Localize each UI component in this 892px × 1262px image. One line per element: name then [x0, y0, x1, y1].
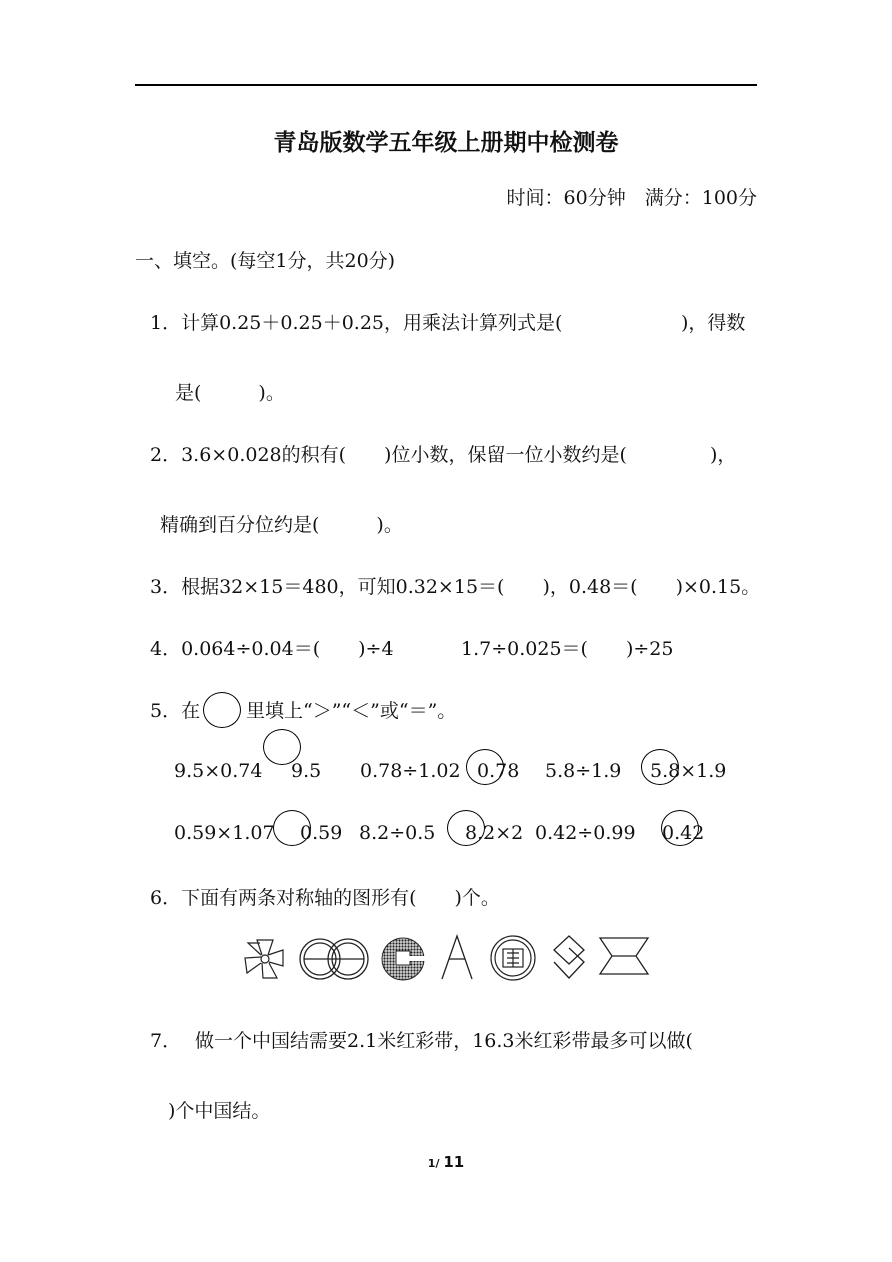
q5-r1-expr6: 5.8×1.9 — [650, 760, 727, 782]
q5-suffix: 里填上“＞”“＜”或“＝”。 — [246, 700, 457, 722]
q5-r2-expr6: 0.42 — [662, 822, 705, 844]
page-separator: / — [435, 1157, 444, 1170]
bank-logo-icon — [380, 936, 426, 982]
double-diamond-icon — [550, 934, 588, 982]
exam-meta: 时间：60分钟 满分：100分 — [506, 187, 757, 209]
q1-line2: 是( )。 — [175, 382, 285, 404]
bowtie-trapezoid-icon — [598, 936, 650, 976]
page-title: 青岛版数学五年级上册期中检测卷 — [273, 130, 619, 156]
q5-example-circle — [203, 692, 241, 728]
letter-a-icon — [440, 934, 474, 980]
q5-r2-expr1: 0.59×1.07 — [174, 822, 275, 844]
q2-line1-a: 2．3.6×0.028的积有( )位小数，保留一位小数约是( — [150, 444, 627, 466]
q5-r2-expr4: 8.2×2 — [465, 822, 524, 844]
q5-r1-expr4: 0.78 — [477, 760, 520, 782]
q5-r1-expr5: 5.8÷1.9 — [545, 760, 622, 782]
q5-r2-expr5: 0.42÷0.99 — [535, 822, 636, 844]
double-circle-icon — [298, 936, 370, 982]
q5-r1-expr2: 9.5 — [291, 760, 322, 782]
q3-text: 3．根据32×15＝480，可知0.32×15＝( )，0.48＝( )×0.15。 — [150, 576, 761, 598]
q1-line1-a: 1．计算0.25＋0.25＋0.25，用乘法计算列式是( — [150, 312, 563, 334]
q5-r1-expr1: 9.5×0.74 — [174, 760, 263, 782]
section-heading: 一、填空。(每空1分，共20分) — [135, 250, 396, 272]
q6-text: 6．下面有两条对称轴的图形有( )个。 — [150, 887, 500, 909]
page-total: 11 — [443, 1153, 465, 1171]
q5-r1-expr3: 0.78÷1.02 — [360, 760, 461, 782]
q5-r2-expr3: 8.2÷0.5 — [359, 822, 436, 844]
q7-line2: )个中国结。 — [168, 1100, 271, 1122]
q7-number: 7． — [150, 1030, 182, 1052]
q4-right: 1.7÷0.025＝( )÷25 — [461, 638, 674, 660]
q2-line2: 精确到百分位约是( )。 — [160, 514, 403, 536]
q7-line1: 做一个中国结需要2.1米红彩带，16.3米红彩带最多可以做( — [195, 1030, 693, 1052]
q1-line1-b: )，得数 — [681, 312, 746, 334]
q5-prefix: 5．在 — [150, 700, 201, 722]
q4-left: 4．0.064÷0.04＝( )÷4 — [150, 638, 394, 660]
q5-r2-expr2: 0.59 — [300, 822, 343, 844]
page-number — [0, 1152, 892, 1171]
header-rule — [135, 84, 757, 86]
q2-line1-b: )， — [710, 444, 737, 466]
flower-icon — [243, 937, 287, 981]
page-current: 1 — [427, 1157, 436, 1170]
coin-logo-icon — [488, 934, 538, 982]
